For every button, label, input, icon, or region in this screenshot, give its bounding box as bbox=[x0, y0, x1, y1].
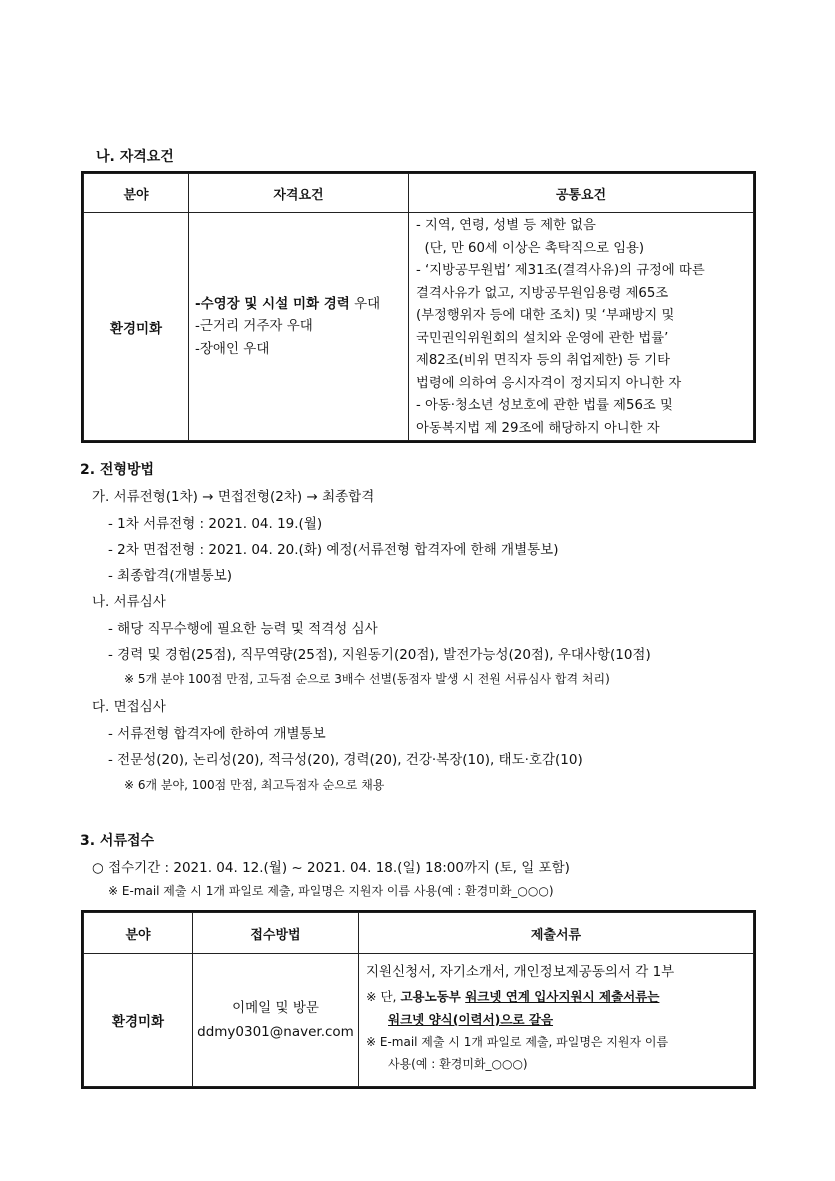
documents-line: 지원신청서, 자기소개서, 개인정보제공동의서 각 1부 bbox=[366, 964, 675, 980]
common-line: - 아동·청소년 성보호에 관한 법률 제56조 및 bbox=[416, 398, 673, 413]
qualification-cell bbox=[189, 213, 409, 441]
selection-item: - 1차 서류전형 : 2021. 04. 19.(월) bbox=[108, 516, 323, 532]
documents-email-note-cont: 사용(예 : 환경미화_○○○) bbox=[388, 1057, 528, 1071]
common-line: 법령에 의하여 응시자격이 정지되지 아니한 자 bbox=[416, 375, 682, 391]
document-review-item: - 해당 직무수행에 필요한 능력 및 적격성 심사 bbox=[108, 621, 378, 637]
field-cell: 환경미화 bbox=[84, 954, 193, 1087]
common-line: 아동복지법 제 29조에 해당하지 아니한 자 bbox=[416, 420, 660, 436]
col-header-method: 접수방법 bbox=[193, 913, 359, 954]
selection-item: - 2차 면접전형 : 2021. 04. 20.(화) 예정(서류전형 합격자에 한해 개별통보) bbox=[108, 542, 559, 558]
documents-email-note: ※ E-mail 제출 시 1개 파일로 제출, 파일명은 지원자 이름 bbox=[366, 1035, 669, 1049]
section-title-qualifications: 나. 자격요건 bbox=[96, 149, 174, 165]
interview-note: ※ 6개 분야, 100점 만점, 최고득점자 순으로 채용 bbox=[124, 778, 385, 792]
qual-line: -장애인 우대 bbox=[195, 340, 270, 357]
interview-item: - 서류전형 합격자에 한하여 개별통보 bbox=[108, 726, 326, 742]
application-table bbox=[83, 912, 754, 1087]
document-review-note: ※ 5개 분야 100점 만점, 고득점 순으로 3배수 선별(동점자 발생 시 전원 서류심사 합격 처리) bbox=[124, 672, 610, 686]
common-line: 결격사유가 없고, 지방공무원임용령 제65조 bbox=[416, 285, 669, 301]
selection-flow: 가. 서류전형(1차) → 면접전형(2차) → 최종합격 bbox=[92, 489, 375, 505]
common-line: (단, 만 60세 이상은 촉탁직으로 임용) bbox=[416, 240, 645, 256]
interview-item: - 전문성(20), 논리성(20), 적극성(20), 경력(20), 건강·복장(10), 태도·호감(10) bbox=[108, 752, 583, 768]
interview-title: 다. 면접심사 bbox=[92, 699, 166, 715]
qual-line: -근거리 거주자 우대 bbox=[195, 318, 313, 335]
common-line: 국민권익위원회의 설치와 운영에 관한 법률’ bbox=[416, 330, 669, 346]
selection-item: - 최종합격(개별통보) bbox=[108, 568, 233, 584]
method-email[interactable]: ddmy0301@naver.com bbox=[197, 1024, 354, 1040]
col-header-common: 공통요건 bbox=[409, 174, 754, 213]
application-note: ※ E-mail 제출 시 1개 파일로 제출, 파일명은 지원자 이름 사용(예 : 환경미화_○○○) bbox=[108, 884, 554, 898]
documents-note-cont: 워크넷 양식(이력서)으로 갈음 bbox=[388, 1012, 554, 1027]
common-line: (부정행위자 등에 대한 조치) 및 ‘부패방지 및 bbox=[416, 308, 675, 323]
application-period: ○ 접수기간 : 2021. 04. 12.(월) ~ 2021. 04. 18.(일) 18:00까지 (토, 일 포함) bbox=[92, 860, 570, 876]
documents-cell bbox=[359, 954, 754, 1087]
qual-line: -수영장 및 시설 미화 경력 우대 bbox=[195, 295, 381, 312]
col-header-field: 분야 bbox=[84, 913, 193, 954]
col-header-qualification: 자격요건 bbox=[189, 174, 409, 213]
method-line: 이메일 및 방문 bbox=[232, 1000, 319, 1016]
col-header-documents: 제출서류 bbox=[359, 913, 754, 954]
common-line: - ‘지방공무원법’ 제31조(결격사유)의 규정에 따른 bbox=[416, 263, 705, 278]
field-cell: 환경미화 bbox=[84, 213, 189, 441]
common-line: - 지역, 연령, 성별 등 제한 없음 bbox=[416, 218, 596, 233]
common-requirements-cell bbox=[409, 213, 754, 441]
section-title-selection: 2. 전형방법 bbox=[80, 462, 155, 478]
col-header-field: 분야 bbox=[84, 174, 189, 213]
document-review-title: 나. 서류심사 bbox=[92, 594, 166, 610]
document-review-item: - 경력 및 경험(25점), 직무역량(25점), 지원동기(20점), 발전가능성(20점), 우대사항(10점) bbox=[108, 647, 651, 663]
method-cell bbox=[193, 954, 359, 1087]
documents-note: ※ 단, 고용노동부 워크넷 연계 입사지원시 제출서류는 bbox=[366, 989, 660, 1004]
qualification-table bbox=[83, 173, 754, 441]
section-title-application: 3. 서류접수 bbox=[80, 833, 155, 849]
common-line: 제82조(비위 면직자 등의 취업제한) 등 기타 bbox=[416, 353, 670, 368]
